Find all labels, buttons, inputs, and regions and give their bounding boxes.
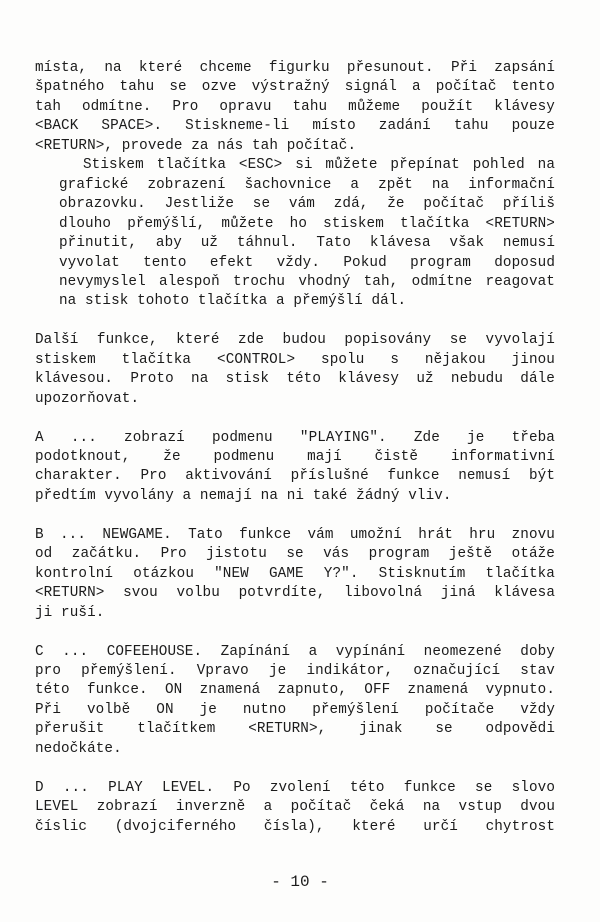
text-line: kontrolní otázkou "NEW GAME Y?". Stisknutím tlačítka (35, 565, 555, 582)
text-line: klávesou. Proto na stisk této klávesy už nebudu dále (35, 371, 555, 388)
paragraph-function-a (35, 429, 555, 507)
text-line: této funkce. ON znamená zapnuto, OFF znamená vypnuto. (35, 682, 555, 699)
text-line: <RETURN>, provede za nás tah počítač. (35, 137, 357, 154)
text-line: nedočkáte. (35, 740, 122, 757)
text-line: A ... zobrazí podmenu "PLAYING". Zde je třeba (35, 429, 555, 446)
text-line: podotknout, že podmenu mají čistě informativní (35, 449, 555, 466)
text-line: dlouho přemýšlí, můžete ho stiskem tlačítka <RETURN> (59, 215, 555, 232)
paragraph-1 (35, 59, 555, 156)
text-line: místa, na které chceme figurku přesunout. Při zapsání (35, 60, 555, 76)
paragraph-function-c (35, 643, 555, 760)
text-line: Při volbě ON je nutno přemýšlení počítače vždy (35, 701, 555, 718)
paragraph-2 (35, 156, 555, 312)
text-line: obrazovku. Jestliže se vám zdá, že počítač příliš (59, 196, 555, 213)
text-line: od začátku. Pro jistotu se vás program ještě otáže (35, 546, 555, 563)
body-text (35, 59, 555, 837)
paragraph-function-b (35, 526, 555, 623)
text-line: B ... NEWGAME. Tato funkce vám umožní hrát hru znovu (35, 526, 555, 543)
text-line: špatného tahu se ozve výstražný signál a počítač tento (35, 79, 555, 96)
paragraph-3 (35, 331, 555, 409)
text-line: <RETURN> svou volbu potvrdíte, libovolná jiná klávesa (35, 585, 555, 602)
text-line: grafické zobrazení šachovnice a zpět na informační (59, 176, 555, 193)
text-line: charakter. Pro aktivování příslušné funkce nemusí být (35, 468, 555, 485)
text-line: D ... PLAY LEVEL. Po zvolení této funkce se slovo (35, 779, 555, 796)
text-line: tah odmítne. Pro opravu tahu můžeme použít klávesy (35, 98, 555, 115)
text-line: vyvolat tento efekt vždy. Pokud program doposud (59, 254, 555, 271)
page-number: - 10 - (271, 873, 329, 891)
text-line: přerušit tlačítkem <RETURN>, jinak se odpovědi (35, 721, 555, 738)
text-line: na stisk tohoto tlačítka a přemýšlí dál. (59, 293, 407, 310)
text-line: přinutit, aby už táhnul. Tato klávesa však nemusí (59, 235, 555, 252)
text-line: Stiskem tlačítka <ESC> si můžete přepínat pohled na (83, 157, 555, 174)
text-line: stiskem tlačítka <CONTROL> spolu s nějakou jinou (35, 351, 555, 368)
text-line: ji ruší. (35, 604, 105, 621)
text-line: číslic (dvojciferného čísla), které určí chytrost (35, 818, 555, 835)
text-line: předtím vyvolány a nemají na ni také žádný vliv. (35, 487, 452, 504)
text-line: upozorňovat. (35, 390, 140, 407)
text-line: Další funkce, které zde budou popisovány se vyvolají (35, 332, 555, 349)
text-line: <BACK SPACE>. Stiskneme-li místo zadání tahu pouze (35, 118, 555, 135)
text-line: C ... COFEEHOUSE. Zapínání a vypínání neomezené doby (35, 643, 555, 660)
text-line: LEVEL zobrazí inverzně a počítač čeká na vstup dvou (35, 799, 555, 816)
text-line: nevymyslel alespoň trochu vhodný tah, odmítne reagovat (59, 273, 555, 290)
paragraph-function-d (35, 779, 555, 837)
text-line: pro přemýšlení. Vpravo je indikátor, označující stav (35, 662, 555, 679)
